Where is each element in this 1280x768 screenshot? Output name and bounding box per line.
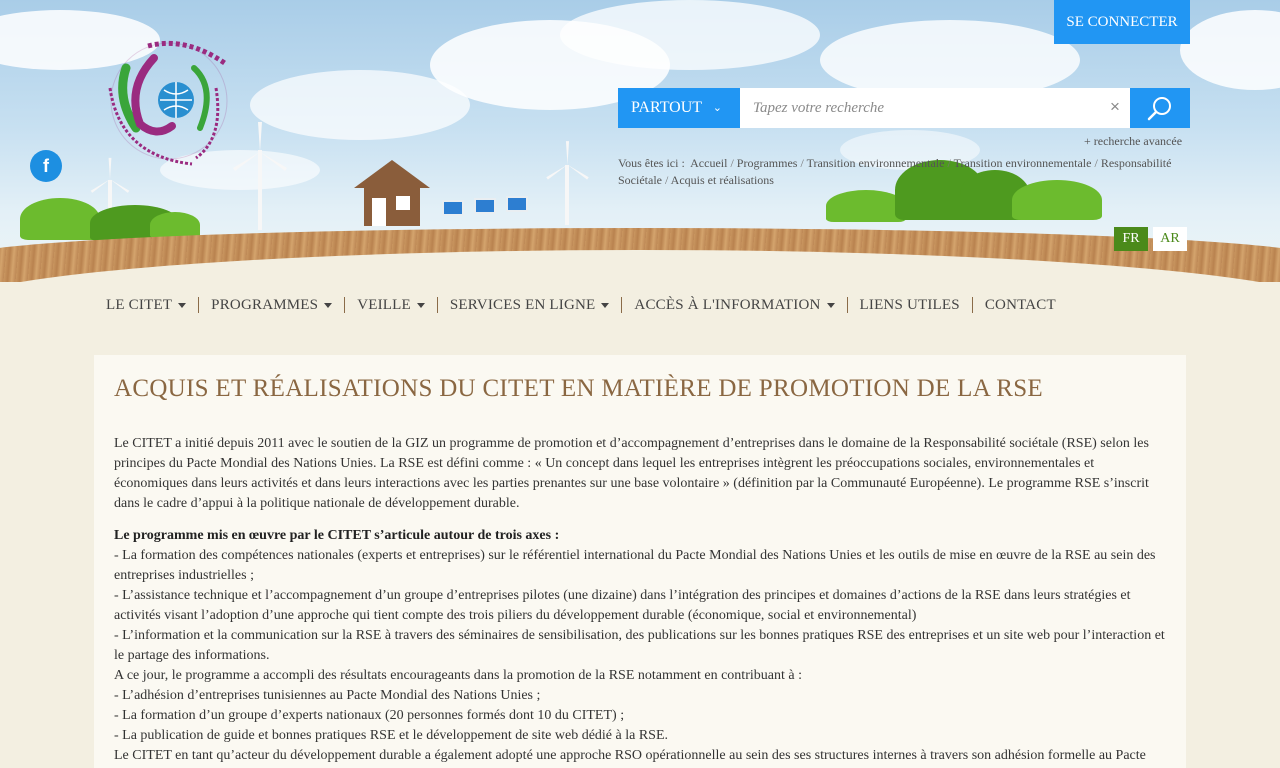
chevron-down-icon: ⌄: [712, 102, 722, 114]
bush-decoration: [826, 190, 906, 222]
advanced-search-link[interactable]: + recherche avancée: [1084, 134, 1183, 148]
bush-decoration: [150, 212, 200, 238]
nav-item-veille[interactable]: [345, 297, 438, 313]
search-input[interactable]: [740, 88, 1130, 128]
article-intro: Le CITET a initié depuis 2011 avec le soutien de la GIZ un programme de promotion et d’accompagnement d’entreprises dans le domaine de la Responsabilité sociétale (RSE) selon les principes du Pacte Mondial des Nations Unies. La RSE est défini comme : « Un concept dans lequel les entreprises intègrent les préoccupations sociales, environnementales et économiques dans leurs activités et dans leurs interactions avec les parties prenantes sur une base volontaire » (définition par la Communauté Européenne). Le programme RSE s’inscrit dans le cadre d’appui à la politique nationale de développement durable.: [114, 436, 1149, 511]
nav-item-liens-utiles[interactable]: [848, 297, 973, 313]
nav-item-label: VEILLE: [357, 297, 411, 313]
nav-item-label: PROGRAMMES: [211, 297, 319, 313]
login-button[interactable]: SE CONNECTER: [1054, 0, 1190, 44]
nav-item-acces-information[interactable]: [622, 297, 847, 313]
cloud-decoration: [1180, 10, 1280, 90]
breadcrumb-link[interactable]: Transition environnementale: [953, 156, 1092, 170]
nav-item-le-citet[interactable]: [94, 297, 199, 313]
results-intro: A ce jour, le programme a accompli des résultats encourageants dans la promotion de la RSE notamment en contribuant à :: [114, 668, 802, 683]
caret-down-icon: [601, 303, 609, 308]
list-item: - L’adhésion d’entreprises tunisiennes au Pacte Mondial des Nations Unies ;: [114, 688, 541, 703]
breadcrumb-link[interactable]: Responsabilité Sociétale: [618, 156, 1172, 187]
solar-panel-icon: [506, 196, 528, 212]
search-scope-select[interactable]: [618, 88, 740, 128]
search-icon: [1130, 88, 1190, 128]
breadcrumb-link[interactable]: Transition environnementale: [806, 156, 945, 170]
caret-down-icon: [178, 303, 186, 308]
caret-down-icon: [324, 303, 332, 308]
axes-heading: Le programme mis en œuvre par le CITET s’articule autour de trois axes :: [114, 528, 560, 543]
caret-down-icon: [417, 303, 425, 308]
nav-item-label: ACCÈS À L'INFORMATION: [634, 297, 821, 313]
wind-turbine-icon: [540, 138, 595, 193]
nav-item-label: LIENS UTILES: [859, 297, 960, 313]
breadcrumb: Vous êtes ici : Accueil / Programmes / Transition environnementale / Transition environnementale / Responsabilité Sociétale / Acquis et réalisations: [618, 156, 1172, 187]
language-ar-button[interactable]: AR: [1153, 227, 1187, 251]
page-title: ACQUIS ET RÉALISATIONS DU CITET EN MATIÈRE DE PROMOTION DE LA RSE: [114, 375, 1043, 402]
language-fr-button[interactable]: FR: [1114, 227, 1148, 251]
clear-search-icon[interactable]: ×: [1110, 97, 1120, 116]
nav-item-label: SERVICES EN LIGNE: [449, 297, 596, 313]
breadcrumb-link[interactable]: Accueil: [690, 156, 728, 170]
article-closing: Le CITET en tant qu’acteur du développement durable a également adopté une approche RSO opérationnelle au sein des ses structures internes à travers son adhésion formelle au Pacte: [114, 748, 1146, 763]
list-item: - La formation des compétences nationales (experts et entreprises) sur le référentiel international du Pacte Mondial des Nations Unies et les outils de mise en œuvre de la RSE au sein des entreprises industrielles ;: [114, 548, 1156, 583]
nav-item-label: CONTACT: [984, 297, 1056, 313]
breadcrumb-current: Acquis et réalisations: [670, 173, 774, 187]
bush-decoration: [20, 198, 100, 240]
breadcrumb-prefix: Vous êtes ici :: [618, 156, 685, 170]
solar-panel-icon: [474, 198, 496, 214]
nav-item-services-en-ligne[interactable]: [438, 297, 623, 313]
facebook-icon[interactable]: f: [30, 150, 62, 182]
citet-logo[interactable]: [96, 28, 242, 174]
breadcrumb-link[interactable]: Programmes: [736, 156, 798, 170]
article-body: [114, 434, 1166, 766]
nav-item-programmes[interactable]: [199, 297, 345, 313]
solar-panel-icon: [442, 200, 464, 216]
search-scope-label: PARTOUT: [631, 99, 703, 116]
nav-item-label: LE CITET: [106, 297, 173, 313]
list-item: - La publication de guide et bonnes pratiques RSE et le développement de site web dédié à la RSE.: [114, 728, 669, 743]
list-item: - L’assistance technique et l’accompagnement d’un groupe d’entreprises pilotes (une dizaine) dans l’intégration des principes et domaines d’actions de la RSE dans leurs stratégies et activités visant l’adoption d’une approche qui tient compte des trois piliers du développement durable (économique, social et environnemental): [114, 588, 1131, 623]
search-button[interactable]: [1130, 88, 1190, 128]
header-banner: [0, 0, 1280, 282]
caret-down-icon: [827, 303, 835, 308]
house-icon: [354, 160, 430, 226]
cloud-decoration: [560, 0, 820, 70]
list-item: - La formation d’un groupe d’experts nationaux (20 personnes formés dont 10 du CITET) ;: [114, 708, 625, 723]
list-item: - L’information et la communication sur la RSE à travers des séminaires de sensibilisation, des publications sur les bonnes pratiques RSE des entreprises et un site web pour l’interaction et le partage des informations.: [114, 628, 1165, 663]
article-panel: [94, 355, 1186, 768]
axes-section: [114, 526, 1166, 766]
main-nav: [94, 292, 1068, 318]
nav-item-contact[interactable]: [973, 297, 1068, 313]
